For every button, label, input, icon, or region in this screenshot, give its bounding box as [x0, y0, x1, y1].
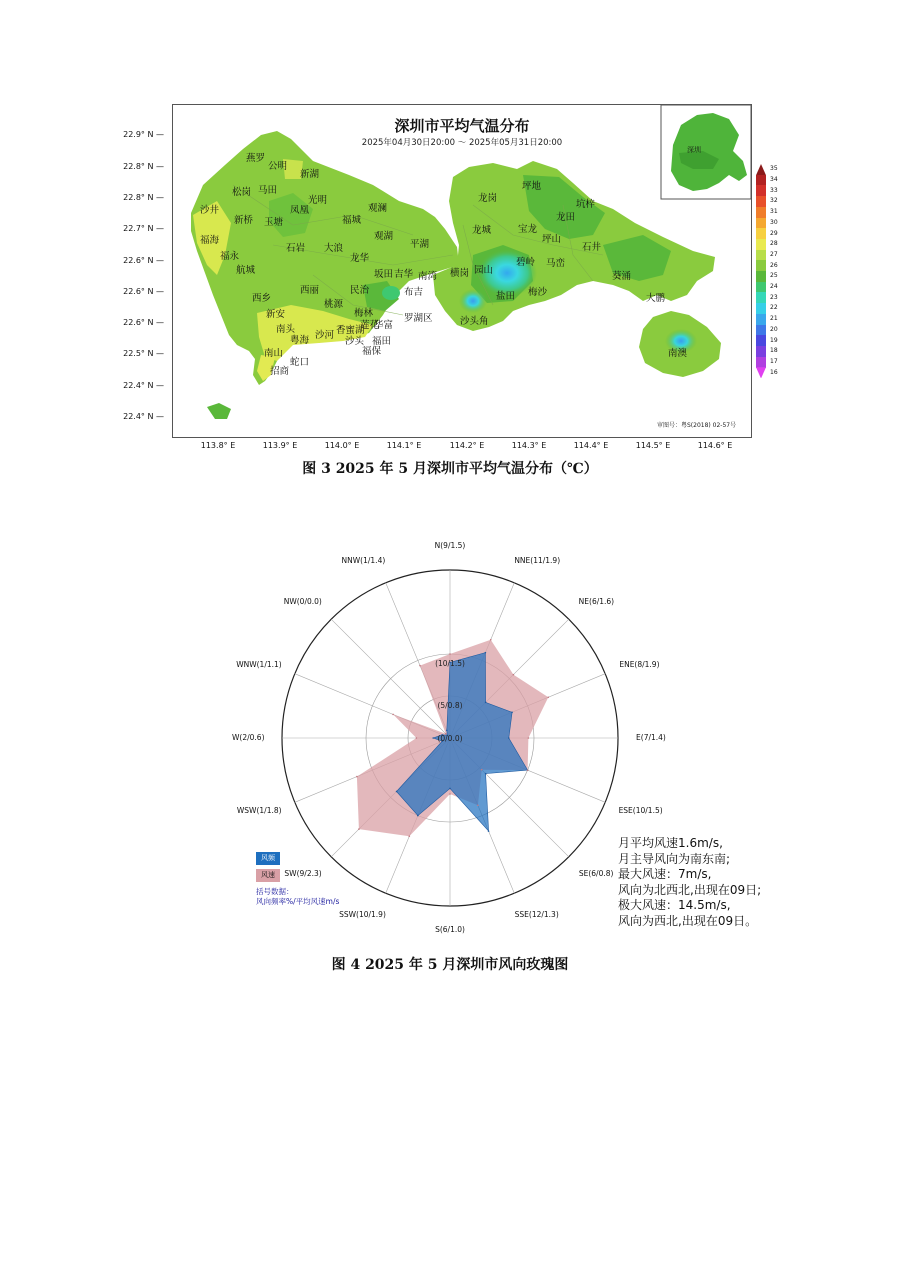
colorbar-tick-label: 35	[770, 165, 778, 173]
colorbar-segment	[756, 346, 766, 357]
longitude-tick-label: 114.5° E	[635, 441, 671, 450]
district-label: 盐田	[496, 291, 516, 302]
district-label: 新湖	[300, 169, 320, 180]
longitude-tick-label: 114.1° E	[386, 441, 422, 450]
speed-point	[449, 653, 451, 655]
direction-label: NE(6/1.6)	[578, 597, 615, 607]
note-title: 括号数据：	[256, 887, 294, 896]
colorbar-segment	[756, 292, 766, 303]
direction-label: E(7/1.4)	[636, 733, 666, 742]
figure4-caption: 图 4 2025 年 5 月深圳市风向玫瑰图	[331, 957, 569, 973]
district-label: 坑梓	[576, 199, 596, 210]
latitude-tick-label: 22.6° N —	[123, 318, 164, 327]
colorbar-tick-label: 26	[770, 261, 778, 269]
district-label: 平湖	[410, 239, 430, 250]
frequency-point	[396, 791, 398, 793]
latitude-tick-label: 22.6° N —	[123, 256, 164, 265]
district-label: 福海	[200, 235, 220, 246]
district-label: 民治	[350, 285, 370, 296]
legend-frequency: 风频	[256, 852, 280, 865]
colorbar-tick-label: 30	[770, 218, 778, 226]
colorbar-segment	[756, 367, 766, 378]
district-label: 沙头角	[460, 316, 489, 327]
district-label: 龙岗	[478, 193, 498, 204]
speed-point	[477, 804, 479, 806]
approval-number: 审图号：粤S(2018) 02-57号	[657, 422, 737, 429]
district-label: 华富	[374, 320, 394, 331]
colorbar-segment	[756, 260, 766, 271]
district-label: 福保	[362, 346, 382, 357]
ring-label: (5/0.8)	[437, 701, 463, 710]
colorbar-segment	[756, 282, 766, 293]
colorbar-tick-label: 32	[770, 197, 778, 205]
district-label: 沙头	[345, 336, 365, 347]
frequency-point	[485, 773, 487, 775]
speed-point	[356, 776, 358, 778]
colorbar-tick-label: 19	[770, 336, 778, 344]
district-label: 南山	[264, 348, 284, 359]
longitude-tick-label: 113.9° E	[262, 441, 298, 450]
district-label: 梅林	[354, 308, 374, 319]
frequency-point	[485, 702, 487, 704]
district-label: 福田	[372, 336, 392, 347]
district-label: 香蜜湖	[336, 325, 365, 336]
longitude-tick-label: 114.0° E	[324, 441, 360, 450]
colorbar-tick-label: 28	[770, 240, 778, 248]
direction-label: W(2/0.6)	[232, 733, 265, 742]
latitude-tick-label: 22.8° N —	[123, 162, 164, 171]
district-label: 福城	[342, 215, 362, 226]
direction-label: ESE(10/1.5)	[618, 806, 663, 816]
frequency-point	[485, 652, 487, 654]
colorbar-tick-label: 20	[770, 325, 778, 333]
wind-rose-chart	[240, 530, 660, 950]
frequency-point	[432, 737, 434, 739]
district-label: 桃源	[324, 299, 344, 310]
district-label: 沙井	[200, 205, 220, 216]
district-label: 坪山	[542, 234, 562, 245]
summary-line: 风向为北西北,出现在09日;	[618, 882, 762, 897]
direction-label: SW(9/2.3)	[284, 868, 322, 878]
direction-label: ENE(8/1.9)	[619, 659, 660, 669]
speed-point	[419, 665, 421, 667]
district-label: 航城	[236, 265, 256, 276]
frequency-point	[417, 815, 419, 817]
frequency-point	[511, 711, 513, 713]
district-label: 横岗	[450, 268, 470, 279]
direction-label: NW(0/0.0)	[283, 597, 322, 607]
district-label: 公明	[268, 161, 288, 172]
speed-point	[358, 828, 360, 830]
direction-label: WNW(1/1.1)	[236, 659, 282, 669]
latitude-tick-label: 22.8° N —	[123, 193, 164, 202]
colorbar-segment	[756, 325, 766, 336]
speed-point	[408, 836, 410, 838]
district-label: 葵涌	[612, 271, 632, 282]
latitude-tick-label: 22.5° N —	[123, 349, 164, 358]
ring-label: (10/1.5)	[435, 659, 465, 668]
colorbar-segment	[756, 303, 766, 314]
summary-line: 月主导风向为南东南;	[618, 851, 731, 866]
temperature-colorbar	[756, 164, 766, 378]
speed-point	[481, 769, 483, 771]
speed-point	[528, 737, 530, 739]
colorbar-tick-label: 29	[770, 229, 778, 237]
district-label: 莲花	[360, 320, 380, 331]
district-label: 园山	[474, 265, 494, 276]
colorbar-tick-label: 25	[770, 272, 778, 280]
district-label: 龙城	[472, 225, 492, 236]
district-label: 松岗	[232, 187, 252, 198]
island	[207, 403, 231, 419]
district-label: 罗湖区	[404, 313, 433, 324]
direction-label: NNW(1/1.4)	[341, 555, 386, 565]
longitude-tick-label: 114.2° E	[449, 441, 485, 450]
district-label: 燕罗	[246, 153, 266, 164]
district-label: 大鹏	[646, 293, 666, 304]
direction-label: SE(6/0.8)	[578, 868, 614, 878]
wind-summary	[618, 836, 761, 929]
summary-line: 月平均风速1.6m/s,	[618, 836, 723, 850]
direction-label: SSW(10/1.9)	[339, 910, 386, 920]
colorbar-tick-label: 34	[770, 176, 778, 184]
colorbar-segment	[756, 314, 766, 325]
colorbar-segment	[756, 185, 766, 196]
colorbar-segment	[756, 218, 766, 229]
colorbar-tick-label: 18	[770, 347, 778, 355]
district-label: 龙田	[556, 212, 576, 223]
latitude-tick-label: 22.9° N —	[123, 130, 164, 139]
speed-point	[449, 793, 451, 795]
frequency-point	[488, 830, 490, 832]
district-label: 南澳	[668, 348, 688, 359]
frequency-point	[446, 729, 448, 731]
note-text: 风向频率%/平均风速m/s	[256, 897, 340, 906]
speed-point	[527, 769, 529, 771]
district-label: 玉塘	[264, 217, 284, 228]
colorbar-tick-label: 21	[770, 315, 778, 323]
district-label: 龙华	[350, 253, 370, 264]
summary-line: 极大风速：14.5m/s,	[618, 898, 731, 912]
district-label: 马峦	[546, 258, 566, 269]
colorbar-segment	[756, 271, 766, 282]
direction-label: SSE(12/1.3)	[514, 910, 559, 920]
summary-line: 最大风速：7m/s,	[618, 867, 712, 881]
direction-label: WSW(1/1.8)	[236, 806, 282, 816]
cool-spot-futian	[382, 286, 400, 300]
speed-point	[416, 737, 418, 739]
longitude-tick-label: 113.8° E	[200, 441, 236, 450]
speed-point	[548, 696, 550, 698]
colorbar-tick-label: 31	[770, 208, 778, 216]
colorbar-segment	[756, 335, 766, 346]
colorbar-tick-label: 22	[770, 304, 778, 312]
speed-point	[392, 714, 394, 716]
longitude-tick-label: 114.3° E	[511, 441, 547, 450]
figure3-caption: 图 3 2025 年 5 月深圳市平均气温分布（℃）	[302, 461, 598, 477]
colorbar-tick-label: 24	[770, 283, 778, 291]
district-label: 碧岭	[516, 257, 536, 268]
district-label: 坪地	[522, 181, 542, 192]
legend-speed: 风速	[256, 869, 280, 882]
district-label: 粤海	[290, 335, 310, 346]
district-label: 西乡	[252, 293, 272, 304]
district-label: 福永	[220, 251, 240, 262]
district-label: 南头	[276, 324, 296, 335]
colorbar-segment	[756, 164, 766, 175]
district-label: 新安	[266, 309, 286, 320]
longitude-tick-label: 114.6° E	[697, 441, 733, 450]
district-label: 吉华	[394, 269, 414, 280]
latitude-tick-label: 22.6° N —	[123, 287, 164, 296]
district-label: 观湖	[374, 231, 394, 242]
direction-label: S(6/1.0)	[435, 925, 465, 934]
colorbar-tick-label: 17	[770, 357, 778, 365]
district-label: 沙河	[315, 330, 335, 341]
direction-label: N(9/1.5)	[434, 541, 466, 550]
district-label: 宝龙	[518, 224, 538, 235]
latitude-tick-label: 22.7° N —	[123, 224, 164, 233]
ring-label: (0/0.0)	[437, 734, 463, 743]
colorbar-segment	[756, 207, 766, 218]
district-label: 石井	[582, 242, 602, 253]
district-label: 招商	[270, 366, 290, 377]
colorbar-segment	[756, 357, 766, 368]
latitude-tick-label: 22.4° N —	[123, 381, 164, 390]
latitude-tick-label: 22.4° N —	[123, 412, 164, 421]
summary-line: 风向为西北,出现在09日。	[618, 913, 758, 928]
direction-label: NNE(11/1.9)	[514, 555, 561, 565]
colorbar-tick-label: 23	[770, 293, 778, 301]
colorbar-tick-label: 16	[770, 368, 778, 376]
map-title: 深圳市平均气温分布	[394, 117, 530, 135]
district-label: 大浪	[324, 243, 344, 254]
district-label: 马田	[258, 185, 278, 196]
speed-point	[513, 674, 515, 676]
frequency-point	[449, 788, 451, 790]
cool-spot-shatoujiao	[459, 289, 487, 313]
longitude-tick-label: 114.4° E	[573, 441, 609, 450]
district-label: 梅沙	[528, 287, 548, 298]
district-label: 南湾	[418, 271, 438, 282]
colorbar-segment	[756, 175, 766, 186]
district-label: 布吉	[404, 287, 424, 298]
district-label: 坂田	[374, 269, 394, 280]
district-label: 蛇口	[290, 357, 310, 368]
colorbar-tick-label: 33	[770, 186, 778, 194]
colorbar-segment	[756, 196, 766, 207]
colorbar-segment	[756, 228, 766, 239]
colorbar-segment	[756, 239, 766, 250]
colorbar-tick-label: 27	[770, 250, 778, 258]
district-label: 石岩	[286, 243, 306, 254]
district-label: 光明	[308, 195, 328, 206]
district-label: 新桥	[234, 215, 254, 226]
district-label: 西丽	[300, 285, 320, 296]
colorbar-segment	[756, 250, 766, 261]
map-subtitle: 2025年04月30日20:00 ～ 2025年05月31日20:00	[361, 138, 563, 148]
district-label: 观澜	[368, 203, 388, 214]
district-label: 凤凰	[290, 205, 310, 216]
inset-label: 深圳	[687, 146, 701, 154]
frequency-point	[508, 737, 510, 739]
speed-point	[490, 639, 492, 641]
